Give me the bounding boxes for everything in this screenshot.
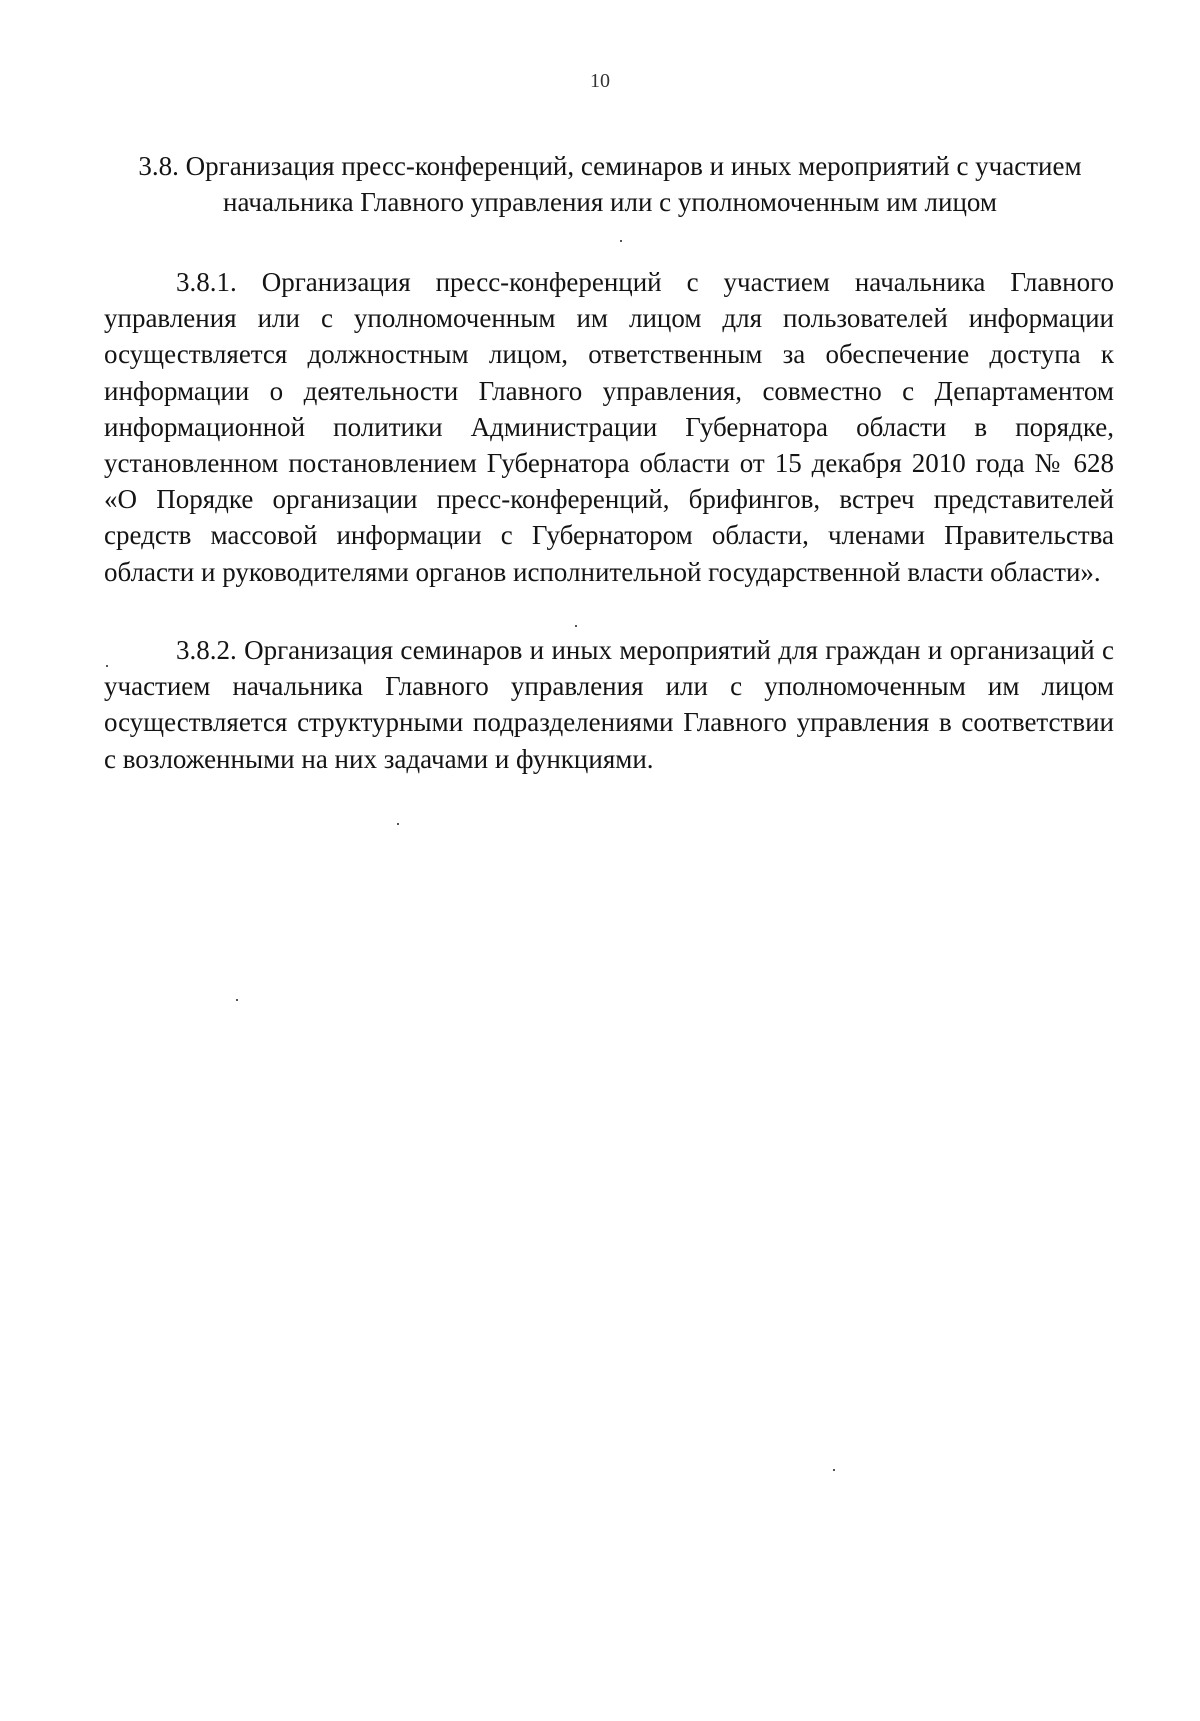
scan-speck xyxy=(106,665,108,667)
paragraph-3-8-1: 3.8.1. Организация пресс-конференций с участием начальника Главного управления или с уполномоченным им лицом для пользователей информации осуществляется должностным лицом, ответственным за обеспечение доступа к информации о деятельности Главного управления, совместно с Департаментом информационной политики Администрации Губернатора области в порядке, установленном постановлением Губернатора области от 15 декабря 2010 года № 628 «О Порядке организации пресс-конференций, брифингов, встреч представителей средств массовой информации с Губернатором области, членами Правительства области и руководителями органов исполнительной государственной власти области». xyxy=(104,267,1114,587)
paragraph-3-8-2: 3.8.2. Организация семинаров и иных мероприятий для граждан и организаций с участием начальника Главного управления или с уполномоченным им лицом осуществляется структурными подразделениями Главного управления в соответствии с возложенными на них задачами и функциями. xyxy=(104,635,1114,774)
page-number: 10 xyxy=(590,70,610,92)
scan-speck xyxy=(236,999,238,1001)
section-heading: 3.8. Организация пресс-конференций, семинаров и иных мероприятий с участием начальника Главного управления или с уполномоченным им лицом xyxy=(138,151,1082,217)
scan-speck xyxy=(833,1469,835,1471)
scan-speck xyxy=(575,625,577,627)
scan-speck xyxy=(397,823,399,825)
scan-speck xyxy=(620,240,622,242)
